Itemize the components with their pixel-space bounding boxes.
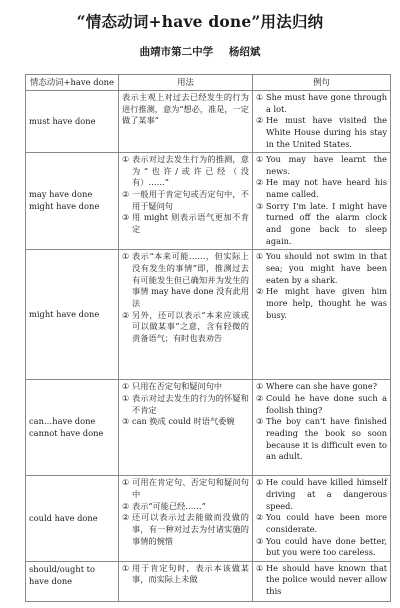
usage-cell — [119, 476, 253, 561]
table-header-row — [26, 75, 391, 91]
usage-point: ② 表示“可能已经……” — [122, 500, 206, 511]
subtitle — [0, 44, 400, 59]
modal-form: may have done — [29, 189, 93, 200]
example-sentence: ② Could he have done such a foolish thing? — [256, 392, 387, 415]
example-sentence: ② He may not have heard his name called. — [256, 177, 387, 200]
example-cell — [253, 380, 391, 476]
example-sentence: ③ You could have done better, but you were too careless. — [256, 535, 387, 558]
usage-point: 表示主观上对过去已经发生的行为进行推测，意为“想必，准是，一定做了某事” — [122, 92, 249, 126]
example-sentence: ① You should not swim in that sea; you might have been eaten by a shark. — [256, 251, 387, 285]
usage-point: ② 另外，还可以表示“本来应该或可以做某事”之意，含有轻微的责备语气；有时也表劝告 — [122, 309, 249, 343]
header-usage: 用法 — [119, 75, 253, 91]
usage-cell — [119, 250, 253, 380]
usage-point: ① 用于肯定句时，表示本该做某事，而实际上未做 — [122, 562, 249, 585]
modal-form: might have done — [29, 201, 100, 212]
modal-cell — [26, 250, 119, 380]
example-sentence: ① He could have killed himself driving at a dangerous speed. — [256, 477, 387, 511]
usage-cell — [119, 561, 253, 601]
usage-point: ① 只用在否定句和疑问句中 — [122, 381, 223, 392]
usage-cell — [119, 380, 253, 476]
usage-point: ② 一般用于肯定句或否定句中，不用于疑问句 — [122, 189, 249, 211]
example-sentence: ① You may have learnt the news. — [256, 154, 387, 176]
modal-form: cannot have done — [29, 427, 104, 438]
table-row — [26, 91, 391, 153]
table-row — [26, 380, 391, 476]
example-sentence: ② You could have been more considerate. — [256, 512, 387, 534]
usage-point: ① 可用在肯定句、否定句和疑问句中 — [122, 477, 249, 499]
modal-cell — [26, 91, 119, 153]
modal-form: must have done — [29, 115, 96, 126]
table-row — [26, 153, 391, 250]
usage-table — [25, 74, 391, 602]
usage-point: ① 表示对过去发生的行为的怀疑和不肯定 — [122, 392, 249, 415]
example-sentence: ① She must have gone through a lot. — [256, 92, 387, 114]
modal-form: might have done — [29, 308, 100, 319]
example-sentence: ③ The boy can't have finished reading the book so soon because it is difficult even to an adult. — [256, 416, 387, 462]
usage-point: ② 还可以表示过去能做而没做的事，有一种对过去为付诸实施的事情的惋惜 — [122, 512, 249, 546]
header-modal: 情态动词+have done — [26, 75, 119, 91]
example-sentence: ② He must have visited the White House during his stay in the United States. — [256, 115, 387, 149]
modal-form: can…have done — [29, 416, 96, 427]
usage-cell — [119, 91, 253, 153]
modal-form: could have done — [29, 512, 98, 523]
usage-point: ③ can 换成 could 时语气委婉 — [122, 416, 235, 427]
author-name: 杨绍斌 — [228, 46, 261, 58]
example-cell — [253, 250, 391, 380]
table-row — [26, 476, 391, 561]
table-row — [26, 250, 391, 380]
example-sentence: ① Where can she have gone? — [256, 381, 378, 392]
example-cell — [253, 153, 391, 250]
example-sentence: ① He should have known that the police would never allow this — [256, 562, 387, 597]
table-row — [26, 561, 391, 601]
example-sentence: ② He might have given him more help, thought he was busy. — [256, 286, 387, 320]
page-title: “情态动词+have done”用法归纳 — [76, 12, 324, 31]
usage-cell — [119, 153, 253, 250]
modal-form: should/ought to have done — [29, 563, 95, 586]
modal-cell — [26, 380, 119, 476]
modal-cell — [26, 476, 119, 561]
modal-cell — [26, 561, 119, 601]
usage-point: ① 表示“本来可能……，但实际上没有发生的事情”即，推测过去有可能发生但已确知并为发生的事情 may have done 没有此用法 — [122, 251, 249, 308]
usage-point: ③ 用 might 则表示语气更加不肯定 — [122, 212, 249, 235]
example-cell — [253, 91, 391, 153]
example-sentence: ③ Sorry I'm late. I might have turned off the alarm clock and gone back to sleep again. — [256, 200, 387, 246]
example-cell — [253, 476, 391, 561]
school-name: 曲靖市第二中学 — [139, 46, 214, 58]
modal-cell — [26, 153, 119, 250]
example-cell — [253, 561, 391, 601]
header-examples: 例句 — [253, 75, 391, 91]
usage-point: ① 表示对过去发生行为的推测，意为“也许/或许已经（没有）……” — [122, 154, 249, 188]
